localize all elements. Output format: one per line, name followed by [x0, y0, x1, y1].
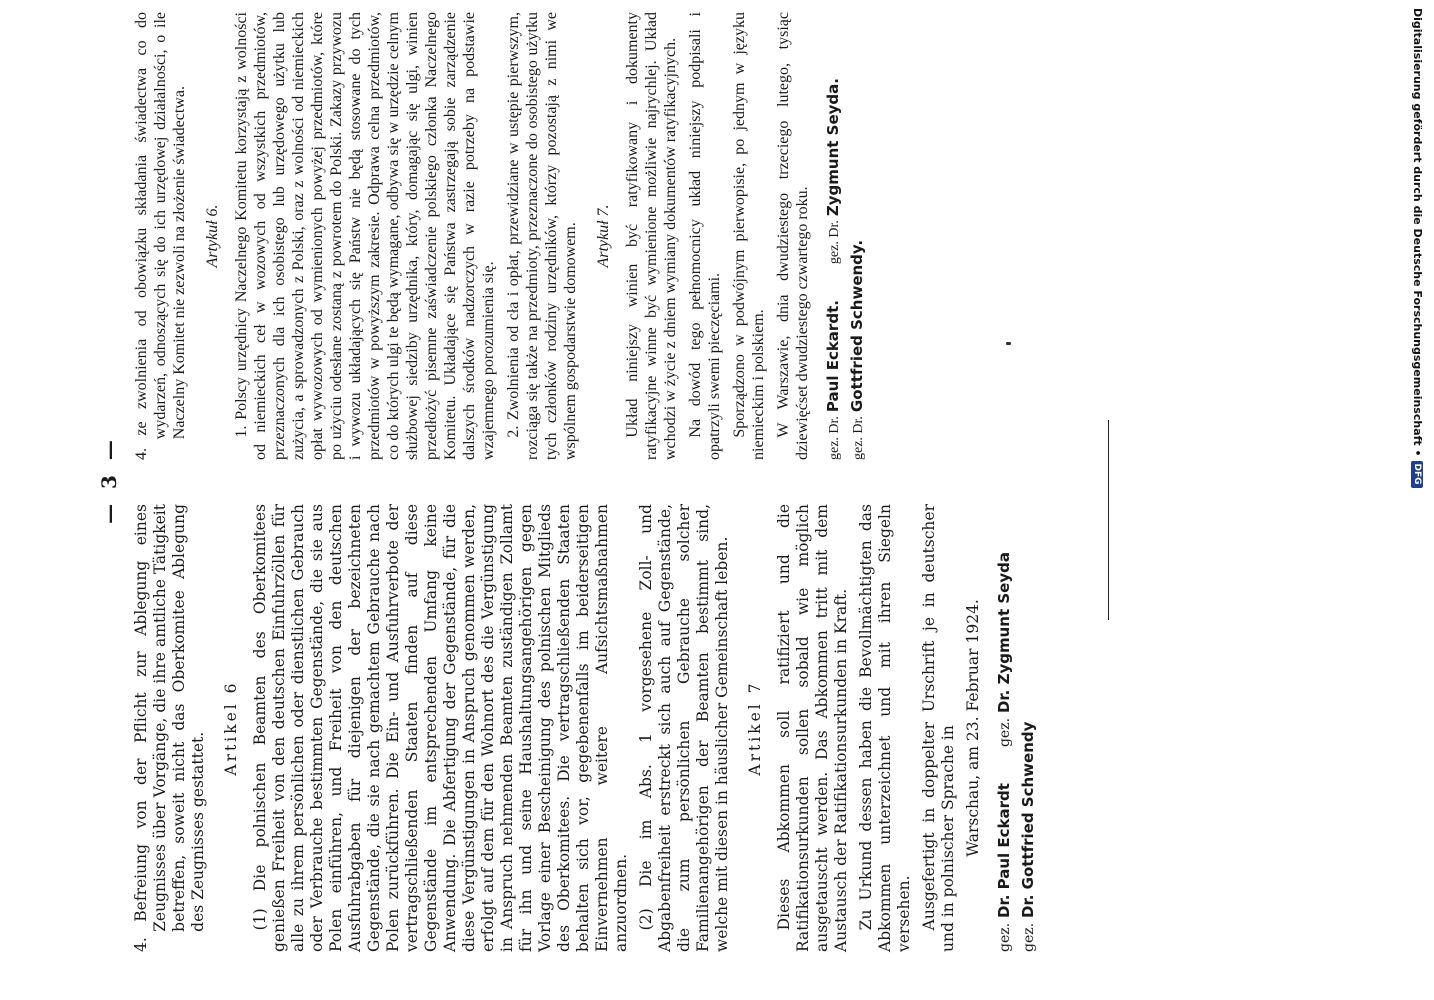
- german-column: [132, 504, 1039, 952]
- polish-signature-eckardt-prefix: gez. Dr.: [827, 416, 842, 460]
- polish-signature-seyda-prefix: gez. Dr.: [827, 220, 842, 265]
- polish-signature-row: [824, 12, 844, 460]
- closing-rule: [1108, 420, 1109, 620]
- german-article-6-paragraph-2: (2) Die im Abs. 1 vorgesehene Zoll- und Abgabenfreiheit erstreckt sich auch auf Gegenstände, die zum persönlichen Gebrauche solcher Familienangehörigen der Beamten bestimmt sind, welche mit diesen in häuslicher Gemeinschaft leben.: [637, 504, 731, 952]
- polish-article-6-paragraph-2: 2. Zwolnienia od cła i opłat, przewidziane w ustępie pierwszym, rozciąga się także na przedmioty, przeznaczone do osobistego użytku tych członków rodziny urzędników, którzy pozostają z nimi we wspólnem gospodarstwie domowem.: [505, 12, 579, 460]
- rotated-document-page: [88, 0, 1188, 960]
- german-signature-schwendy-prefix: gez.: [1021, 922, 1037, 952]
- polish-signature-eckardt: [824, 300, 844, 460]
- polish-article-6-paragraph-1: 1. Polscy urzędnicy Naczelnego Komitetu korzystają z wolności od niemieckich ceł w wozowych od wszystkich przedmiotów, przeznaczonych dla ich osobistego lub urzędowego użytku lub zużycia, a sprowadzonych z Polski, oraz z wolności od niemieckich opłat wywozowych od wymienionych powyżej przedmiotów, które po użyciu odesłane zostaną z powrotem do Polski. Zakazy przywozu i wywozu układających się Państw nie będą stosowane do tych przedmiotów w powyższym zakresie. Odprawa celna przedmiotów, co do których ulgi te będą wymagane, odbywa się w urzędzie celnym służbowej siedziby urzędnika, który, domagając się ulgi, winien przedłożyć pisemne zaświadczenie polskiego członka Naczelnego Komitetu. Układające się Państwa zastrzegają sobie zarządzenie dalszych środków nadzorczych w razie potrzeby na podstawie wzajemnego porozumienia się.: [233, 12, 497, 460]
- german-signature-schwendy: [1019, 504, 1039, 952]
- german-item-4: 4. Befreiung von der Pflicht zur Ablegung eines Zeugnisses über Vorgänge, die ihre amtliche Tätigkeit betreffen, soweit nicht das Oberkomitee Ablegung des Zeugnisses gestattet.: [132, 504, 207, 952]
- polish-signature-seyda-name: Zygmunt Seyda.: [824, 78, 842, 217]
- polish-signature-eckardt-name: Paul Eckardt.: [824, 300, 842, 413]
- german-signature-eckardt-prefix: gez.: [997, 922, 1013, 952]
- polish-signature-schwendy-name: Gottfried Schwendy.: [848, 239, 866, 413]
- german-signature-seyda-name: Dr. Zygmunt Seyda: [995, 552, 1013, 714]
- german-article-7-paragraph-2: Zu Urkund dessen haben die Bevollmächtigten das Abkommen unterzeichnet und mit ihren Siegeln versehen.: [857, 504, 913, 952]
- polish-item-4: 4. ze zwolnienia od obowiązku składania świadectwa co do wydarzeń, odnoszących się do ich urzędowej działalności, o ile Naczelny Komitet nie zezwoli na złożenie świadectwa.: [133, 12, 188, 460]
- german-place-date: Warschau, am 23. Februar 1924.: [964, 599, 982, 857]
- german-signature-eckardt-name: Dr. Paul Eckardt: [995, 783, 1013, 918]
- polish-article-7-paragraph-1: Układ niniejszy winien być ratyfikowany i dokumenty ratyfikacyjne winne być wymienione możliwie najrychlej. Układ wchodzi w życie z dniem wymiany dokumentów ratyfikacyjnych.: [624, 12, 679, 460]
- german-signature-eckardt: [995, 783, 1015, 952]
- german-signature-row: [995, 504, 1015, 952]
- german-signature-schwendy-name: Dr. Gottfried Schwendy: [1019, 721, 1037, 918]
- polish-article-7-paragraph-2: Na dowód tego pełnomocnicy układ niniejszy podpisali i opatrzyli swemi pieczęciami.: [687, 12, 723, 460]
- polish-article-7-paragraph-4: W Warszawie, dnia dwudziestego trzeciego lutego, tysiąc dziewięćset dwudziestego czwartego roku.: [775, 12, 811, 460]
- polish-signature-seyda: [824, 78, 844, 264]
- digitization-credit: [1411, 8, 1424, 488]
- credit-text: Digitalisierung gefördert durch die Deutsche Forschungsgemeinschaft •: [1411, 8, 1424, 457]
- polish-signature-schwendy-prefix: gez. Dr.: [851, 416, 866, 460]
- dfg-logo: DFG: [1412, 461, 1424, 488]
- polish-article-7-paragraph-3: Sporządzono w podwójnym pierwopisie, po jednym w języku niemieckim i polskiem.: [731, 12, 767, 460]
- german-signature-seyda: [995, 552, 1015, 747]
- polish-column: [132, 12, 868, 460]
- german-article-7-paragraph-3: Ausgefertigt in doppelter Urschrift je in deutscher und in polnischer Sprache in: [920, 504, 957, 952]
- german-article-7-paragraph-1: Dieses Abkommen soll ratifiziert und die Ratifikationsurkunden sollen sobald wie möglich ausgetauscht werden. Das Abkommen tritt mit dem Austausch der Ratifikationsurkunden in Kraft.: [775, 504, 850, 952]
- polish-signature-schwendy: [848, 12, 868, 460]
- german-article-7-heading: Artikel 7: [746, 680, 764, 776]
- german-signature-seyda-prefix: gez.: [997, 717, 1013, 748]
- ink-speck: [1006, 342, 1011, 345]
- german-article-6-heading: Artikel 6: [222, 680, 240, 776]
- german-article-6-paragraph-1: (1) Die polnischen Beamten des Oberkomitees genießen Freiheit von den deutschen Einfuhrzöllen für alle zu ihrem persönlichen oder dienstlichen Gebrauch oder Verbrauche bestimmten Gegenstände, die sie aus Polen einführen, und Freiheit von den deutschen Ausfuhrabgaben für diejenigen der bezeichneten Gegenstände, die sie nach gemachtem Gebrauche nach Polen zurückführen. Die Ein- und Ausfuhrverbote der vertragschließenden Staaten finden auf diese Gegenstände im entsprechenden Umfang keine Anwendung. Die Abfertigung der Gegenstände, für die diese Vergünstigungen in Anspruch genommen werden, erfolgt auf dem für den Wohnort des die Vergünstigung in Anspruch nehmenden Beamten zuständigen Zollamt für ihn und seine Haushaltungsangehörigen gegen Vorlage einer Bescheinigung des polnischen Mitglieds des Oberkomitees. Die vertragschließenden Staaten behalten sich vor, gegebenenfalls im beiderseitigen Einvernehmen weitere Aufsichtsmaßnahmen anzuordnen.: [251, 504, 630, 952]
- polish-article-6-heading: Artykuł 6.: [204, 204, 221, 268]
- polish-article-7-heading: Artykuł 7.: [595, 204, 612, 268]
- page-number: — 3 —: [97, 436, 121, 524]
